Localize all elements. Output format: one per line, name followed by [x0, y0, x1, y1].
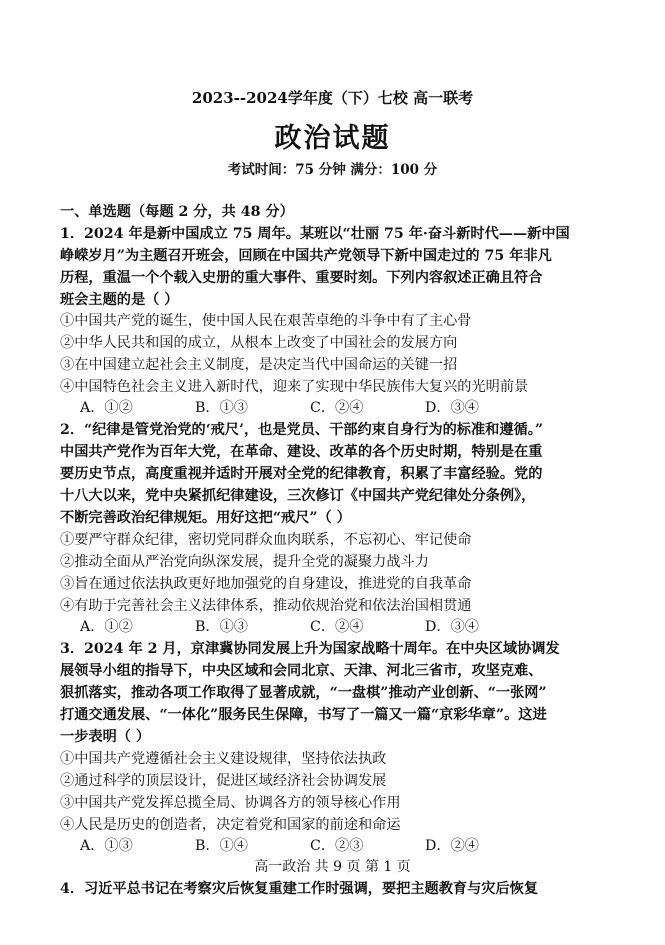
question-3-line: 打通交通发展、“一体化”服务民生保障，书写了一篇又一篇“京彩华章”。这进	[60, 707, 547, 723]
question-2-statement: ④有助于完善社会主义法律体系，推动依规治党和依法治国相贯通	[60, 598, 472, 614]
question-3-answers	[80, 836, 540, 857]
answer-choice-d[interactable]: D．③④	[425, 400, 479, 416]
question-3-statement: ③中国共产党发挥总揽全局、协调各方的领导核心作用	[60, 795, 401, 811]
question-2-statement: ①要严守群众纪律，密切党同群众血肉联系，不忘初心、牢记使命	[60, 532, 472, 548]
answer-choice-c[interactable]: C．②④	[310, 619, 364, 635]
answer-choice-c[interactable]: C．②③	[310, 838, 364, 854]
question-2-line: 十八大以来，党中央紧抓纪律建设，三次修订《中国共产党纪律处分条例》，	[60, 488, 536, 504]
question-3-line: 狠抓落实，推动各项工作取得了显著成就，“一盘棋”推动产业创新、“一张网”	[60, 685, 547, 701]
question-1-statement: ③在中国建立起社会主义制度，是决定当代中国命运的关键一招	[60, 357, 458, 373]
question-1-line: 班会主题的是（ ）	[60, 292, 179, 308]
question-3-statement: ①中国共产党遵循社会主义建设规律，坚持依法执政	[60, 751, 387, 767]
question-1-statement: ④中国特色社会主义进入新时代，迎来了实现中华民族伟大复兴的光明前景	[60, 379, 529, 395]
answer-choice-b[interactable]: B．①③	[195, 400, 248, 416]
subject-title: 政治试题	[274, 123, 391, 154]
question-1-statement: ①中国共产党的诞生，使中国人民在艰苦卓绝的斗争中有了主心骨	[60, 313, 472, 329]
answer-choice-a[interactable]: A．①②	[80, 619, 133, 635]
answer-choice-a[interactable]: A．①②	[80, 400, 133, 416]
question-2-line: 要历史节点，高度重视并适时开展对全党的纪律教育，积累了丰富经验。党的	[60, 466, 543, 482]
question-1-answers	[80, 398, 540, 419]
question-1-line: 峥嵘岁月”为主题召开班会，回顾在中国共产党领导下新中国走过的 75 年非凡	[60, 248, 552, 264]
question-3-line: 一步表明（ ）	[60, 729, 151, 745]
question-2-line: 2．“纪律是管党治党的‘戒尺’，也是党员、干部约束自身行为的标准和遵循。”	[60, 422, 543, 438]
answer-choice-d[interactable]: D．③④	[425, 619, 479, 635]
answer-choice-b[interactable]: B．①③	[195, 619, 248, 635]
section-heading: 一、单选题（每题 2 分，共 48 分）	[60, 204, 294, 220]
question-3-line: 展领导小组的指导下，中央区域和会同北京、天津、河北三省市，攻坚克难、	[60, 663, 543, 679]
answer-choice-a[interactable]: A．①③	[80, 838, 133, 854]
answer-choice-c[interactable]: C．②④	[310, 400, 364, 416]
question-3-line: 3．2024 年 2 月，京津冀协同发展上升为国家战略十周年。在中央区域协调发	[60, 641, 560, 657]
question-1-statement: ②中华人民共和国的成立，从根本上改变了中国社会的发展方向	[60, 335, 458, 351]
question-2-line: 中国共产党作为百年大党，在革命、建设、改革的各个历史时期，特别是在重	[60, 444, 543, 460]
question-2-answers	[80, 617, 540, 638]
answer-choice-b[interactable]: B．①④	[195, 838, 248, 854]
question-1-line: 1．2024 年是新中国成立 75 周年。某班以“壮丽 75 年·奋斗新时代——新中国	[60, 226, 570, 242]
question-2-line: 不断完善政治纪律规矩。用好这把“戒尺”（ ）	[60, 510, 351, 526]
exam-title: 2023--2024学年度（下）七校 高一联考	[191, 89, 474, 107]
exam-info: 考试时间：75 分钟 满分：100 分	[227, 162, 438, 178]
question-4-line: 4．习近平总书记在考察灾后恢复重建工作时强调，要把主题教育与灾后恢复	[60, 881, 539, 897]
question-3-statement: ④人民是历史的创造者，决定着党和国家的前途和命运	[60, 817, 401, 833]
question-1-line: 历程，重温一个个载入史册的重大事件、重要时刻。下列内容叙述正确且符合	[60, 270, 543, 286]
question-2-statement: ③旨在通过依法执政更好地加强党的自身建设，推进党的自我革命	[60, 576, 472, 592]
question-2-statement: ②推动全面从严治党向纵深发展，提升全党的凝聚力战斗力	[60, 554, 429, 570]
page-footer: 高一政治 共 9 页 第 1 页	[254, 859, 411, 875]
answer-choice-d[interactable]: D．②④	[425, 838, 479, 854]
question-3-statement: ②通过科学的顶层设计，促进区域经济社会协调发展	[60, 773, 387, 789]
